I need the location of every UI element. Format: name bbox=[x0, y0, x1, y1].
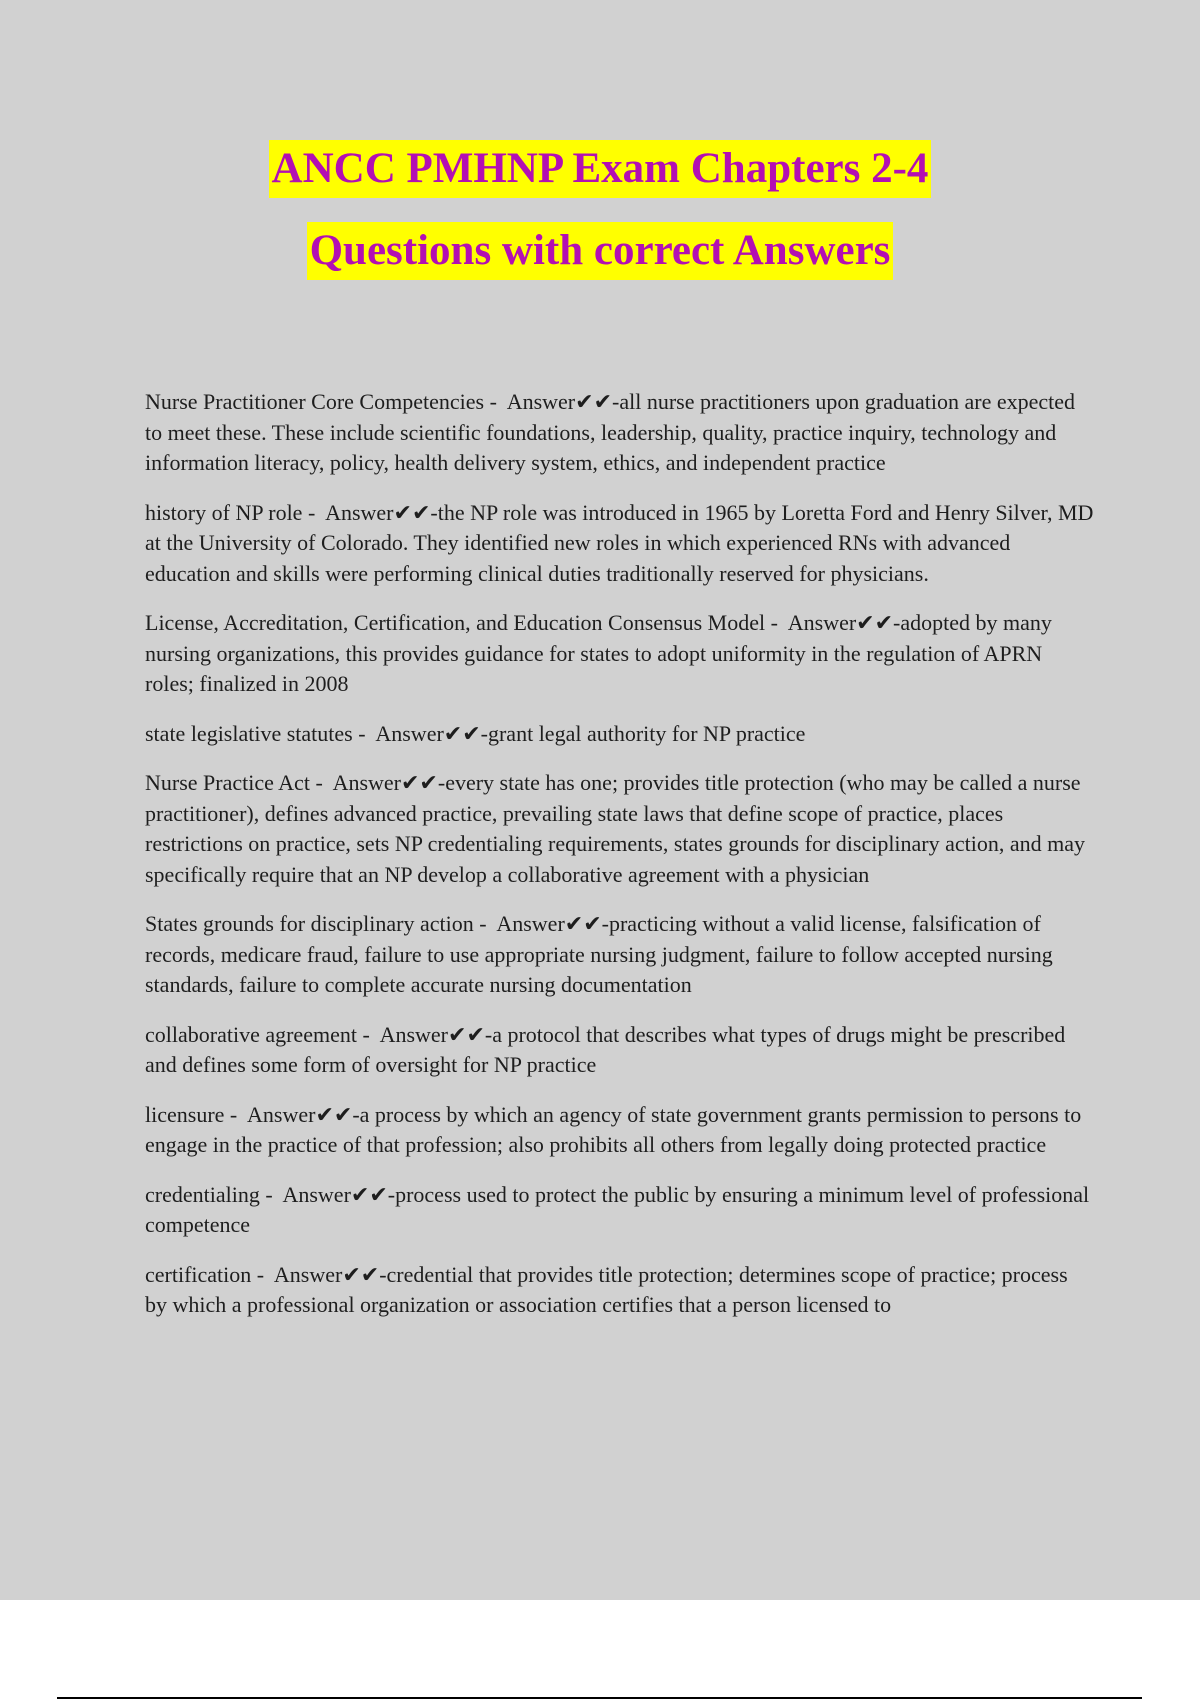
qa-term: state legislative statutes bbox=[145, 720, 353, 746]
qa-entry: licensure - Answer✔✔-a process by which an agency of state government grants permission to persons to engage in the practice of that profession; also prohibits all others from legally doing protected practice bbox=[145, 1101, 1082, 1157]
answer-marker: Answer✔✔ bbox=[273, 1261, 380, 1287]
qa-answer: grant legal authority for NP practice bbox=[487, 720, 806, 746]
answer-marker: Answer✔✔ bbox=[247, 1101, 353, 1127]
qa-term: certification bbox=[145, 1261, 252, 1287]
qa-entry: state legislative statutes - Answer✔✔-grant legal authority for NP practice bbox=[145, 720, 806, 746]
qa-answer: a protocol that describes what types of drugs might be prescribed and defines some form of oversight for NP practice bbox=[145, 1021, 1066, 1077]
qa-entry: Nurse Practice Act - Answer✔✔-every state has one; provides title protection (who may be called a nurse practitioner), defines advanced practice, prevailing state laws that define scope of practice, places restrictions on practice, sets NP credentialing requirements, states grounds for disciplinary action, and may specifically require that an NP develop a collaborative agreement with a physician bbox=[145, 770, 1086, 887]
qa-answer: adopted by many nursing organizations, this provides guidance for states to adopt uniformity in the regulation of APRN roles; finalized in 2008 bbox=[145, 610, 1052, 696]
qa-term: licensure bbox=[145, 1101, 225, 1127]
qa-entry: credentialing - Answer✔✔-process used to protect the public by ensuring a minimum level of professional competence bbox=[145, 1181, 1090, 1237]
qa-term: history of NP role bbox=[145, 499, 303, 525]
qa-term: credentialing bbox=[145, 1181, 260, 1207]
qa-answer: the NP role was introduced in 1965 by Loretta Ford and Henry Silver, MD at the University of Colorado. They identified new roles in which experienced RNs with advanced education and skills were performing clinical duties traditionally reserved for physicians. bbox=[145, 499, 1094, 586]
answer-marker: Answer✔✔ bbox=[506, 389, 612, 414]
qa-answer: credential that provides title protection; determines scope of practice; process by which a professional organization or association certifies that a person licensed to bbox=[145, 1261, 1068, 1317]
title-line-1: ANCC PMHNP Exam Chapters 2-4 bbox=[269, 140, 932, 198]
qa-answer: all nurse practitioners upon graduation are expected to meet these. These include scientific foundations, leadership, quality, practice inquiry, technology and information literacy, policy, health delivery system, ethics, and independent practice bbox=[145, 389, 1076, 475]
qa-entry: history of NP role - Answer✔✔-the NP role was introduced in 1965 by Loretta Ford and Henry Silver, MD at the University of Colorado. They identified new roles in which experienced RNs with advanced education and skills were performing clinical duties traditionally reserved for physicians. bbox=[145, 499, 1094, 586]
answer-marker: Answer✔✔ bbox=[325, 499, 431, 525]
qa-term: States grounds for disciplinary action bbox=[145, 911, 474, 936]
answer-marker: Answer✔✔ bbox=[379, 1021, 485, 1047]
title-line-2: Questions with correct Answers bbox=[307, 222, 894, 280]
qa-answer: every state has one; provides title protection (who may be called a nurse practitioner), defines advanced practice, prevailing state laws that define scope of practice, places restrictions on practice, sets NP credentialing requirements, states grounds for disciplinary action, and may specifically require that an NP develop a collaborative agreement with a physician bbox=[145, 770, 1086, 887]
qa-term: License, Accreditation, Certification, and Education Consensus Model bbox=[145, 610, 766, 635]
page-divider bbox=[57, 1697, 1142, 1699]
qa-entry: License, Accreditation, Certification, and Education Consensus Model - Answer✔✔-adopted by many nursing organizations, this provides guidance for states to adopt uniformity in the regulation of APRN roles; finalized in 2008 bbox=[145, 610, 1052, 696]
qa-term: collaborative agreement bbox=[145, 1021, 357, 1047]
qa-list bbox=[145, 387, 1095, 1340]
qa-entry: collaborative agreement - Answer✔✔-a protocol that describes what types of drugs might be prescribed and defines some form of oversight for NP practice bbox=[145, 1021, 1066, 1077]
qa-entry: States grounds for disciplinary action - Answer✔✔-practicing without a valid license, falsification of records, medicare fraud, failure to use appropriate nursing judgment, failure to follow accepted nursing standards, failure to complete accurate nursing documentation bbox=[145, 911, 1053, 997]
answer-marker: Answer✔✔ bbox=[332, 770, 438, 795]
qa-entry: certification - Answer✔✔-credential that provides title protection; determines scope of practice; process by which a professional organization or association certifies that a person licensed to bbox=[145, 1261, 1068, 1317]
qa-term: Nurse Practice Act bbox=[145, 770, 310, 795]
qa-term: Nurse Practitioner Core Competencies bbox=[145, 389, 485, 414]
qa-answer: process used to protect the public by ensuring a minimum level of professional competence bbox=[145, 1181, 1090, 1237]
qa-answer: a process by which an agency of state government grants permission to persons to engage in the practice of that profession; also prohibits all others from legally doing protected practice bbox=[145, 1101, 1082, 1157]
answer-marker: Answer✔✔ bbox=[787, 610, 894, 635]
document-title bbox=[0, 140, 1200, 304]
answer-marker: Answer✔✔ bbox=[375, 720, 481, 746]
answer-marker: Answer✔✔ bbox=[282, 1181, 388, 1207]
answer-marker: Answer✔✔ bbox=[496, 911, 602, 936]
qa-entry: Nurse Practitioner Core Competencies - Answer✔✔-all nurse practitioners upon graduation are expected to meet these. These include scientific foundations, leadership, quality, practice inquiry, technology and information literacy, policy, health delivery system, ethics, and independent practice bbox=[145, 389, 1076, 475]
qa-answer: practicing without a valid license, falsification of records, medicare fraud, failure to use appropriate nursing judgment, failure to follow accepted nursing standards, failure to complete accurate nursing documentation bbox=[145, 911, 1053, 997]
